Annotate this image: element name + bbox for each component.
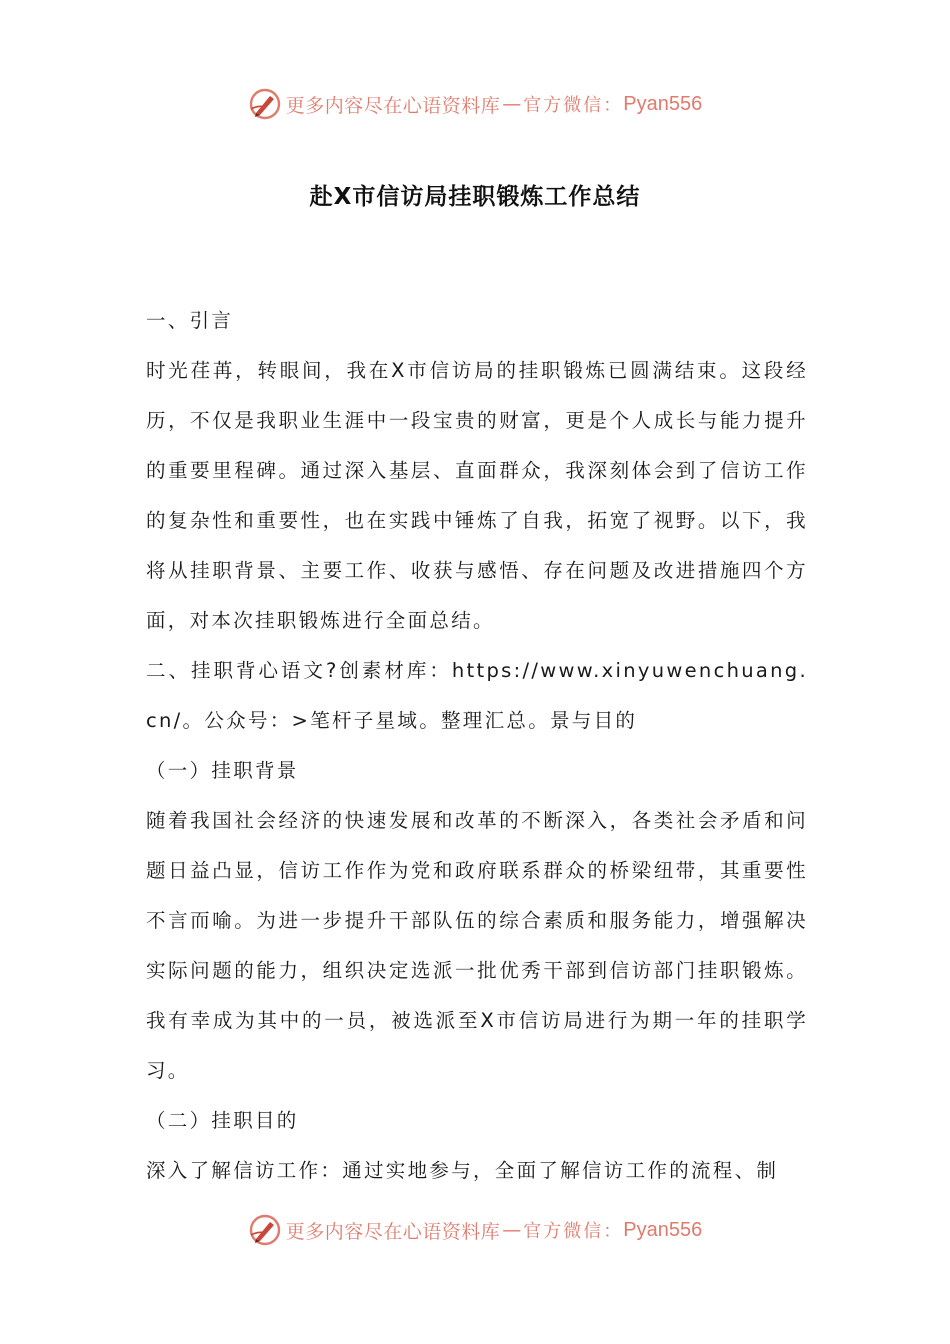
footer-watermark xyxy=(0,1210,950,1250)
watermark-label: 官方微信： xyxy=(523,1221,624,1242)
body-paragraph: 随着我国社会经济的快速发展和改革的不断深入，各类社会矛盾和问题日益凸显，信访工作作为党和政府联系群众的桥梁纽带，其重要性不言而喻。为进一步提升干部队伍的综合素质和服务能力，增强解决实际问题的能力，组织决定选派一批优秀干部到信访部门挂职锻炼。我有幸成为其中的一员，被选派至X市信访局进行为期一年的挂职学习。 xyxy=(146,809,808,1082)
watermark-wechat-id: Pyan556 xyxy=(623,1218,703,1241)
pen-circle-icon xyxy=(248,1213,282,1247)
section-heading: 二、挂职背心语文?创素材库：https://www.xinyuwenchuang.cn/。公众号：>笔杆子星域。整理汇总。景与目的 xyxy=(146,659,808,732)
body-paragraph: 时光荏苒，转眼间，我在X市信访局的挂职锻炼已圆满结束。这段经历，不仅是我职业生涯中一段宝贵的财富，更是个人成长与能力提升的重要里程碑。通过深入基层、直面群众，我深刻体会到了信访工作的复杂性和重要性，也在实践中锤炼了自我，拓宽了视野。以下，我将从挂职背景、主要工作、收获与感悟、存在问题及改进措施四个方面，对本次挂职锻炼进行全面总结。 xyxy=(146,359,808,632)
body-paragraph: 深入了解信访工作：通过实地参与，全面了解信访工作的流程、制 xyxy=(146,1159,779,1182)
watermark-wechat-id: Pyan556 xyxy=(623,92,703,115)
section-heading: 一、引言 xyxy=(146,309,234,332)
pen-circle-icon xyxy=(248,87,282,121)
subsection-heading: （一）挂职背景 xyxy=(146,759,299,782)
watermark-label: 官方微信： xyxy=(523,95,624,116)
watermark-dash: — xyxy=(502,93,522,115)
document-title: 赴X市信访局挂职锻炼工作总结 xyxy=(309,184,641,210)
document-body xyxy=(146,296,808,1196)
subsection-heading: （二）挂职目的 xyxy=(146,1109,299,1132)
watermark-brand: 更多内容尽在心语资料库 xyxy=(285,1220,501,1243)
watermark-dash: — xyxy=(502,1219,522,1241)
watermark-brand: 更多内容尽在心语资料库 xyxy=(285,94,501,117)
header-watermark xyxy=(0,84,950,124)
